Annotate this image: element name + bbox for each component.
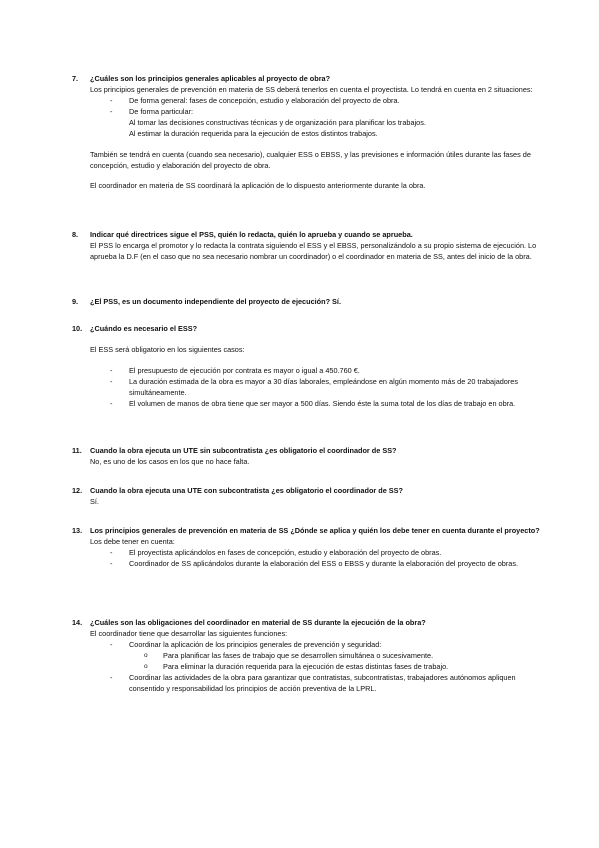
question-number: 14.: [72, 618, 83, 627]
question-text: Cuando la obra ejecuta un UTE sin subcontratista ¿es obligatorio el coordinador de SS?: [90, 446, 397, 455]
bullet-item: - Coordinador de SS aplicándolos durante la elaboración del ESS o EBSS y durante la elaboración del proyecto de obras.: [129, 558, 542, 569]
bullet-item: - La duración estimada de la obra es mayor a 30 días laborales, empleándose en algún momento más de 20 trabajadores simultáneamente.: [129, 376, 542, 398]
sub-item: Al tomar las decisiones constructivas técnicas y de organización para planificar los trabajos.: [129, 118, 426, 127]
bullet-list: [72, 672, 542, 694]
answer-intro: El coordinador tiene que desarrollar las siguientes funciones:: [90, 629, 288, 638]
question-text: Cuando la obra ejecuta una UTE con subcontratista ¿es obligatorio el coordinador de SS?: [90, 486, 404, 495]
bullet-list: [72, 639, 542, 650]
bullet-item: - El volumen de manos de obra tiene que ser mayor a 500 días. Siendo éste la suma total de los días de trabajo en obra.: [129, 398, 542, 409]
sub-bullet-list: [72, 650, 542, 672]
bullet-item: - Coordinar la aplicación de los principios generales de prevención y seguridad:: [129, 639, 542, 650]
answer-text: No, es uno de los casos en los que no hace falta.: [90, 457, 250, 466]
question-13-heading: [72, 525, 542, 536]
question-9: [72, 296, 542, 307]
question-14-heading: [72, 617, 542, 628]
question-9-heading: [72, 296, 542, 307]
question-8-heading: [72, 229, 542, 240]
answer-text: Sí.: [90, 497, 99, 506]
question-number: 12.: [72, 486, 83, 495]
question-7-heading: [72, 73, 542, 84]
bullet-item: - Coordinar las actividades de la obra para garantizar que contratistas, subcontratistas, trabajadores autónomos apliquen consentido y responsabilidad los principios de acción preventiva de la LPRL.: [129, 672, 542, 694]
question-10-heading: [72, 323, 542, 334]
sub-item: Al estimar la duración requerida para la ejecución de estos distintos trabajos.: [129, 129, 378, 138]
bullet-item: - El proyectista aplicándolos en fases de concepción, estudio y elaboración del proyecto de obras.: [129, 547, 542, 558]
question-number: 13.: [72, 526, 83, 535]
question-number: 9.: [72, 297, 79, 306]
question-text: Indicar qué directrices sigue el PSS, quién lo redacta, quién lo aprueba y cuando se aprueba.: [90, 230, 413, 239]
paragraph: También se tendrá en cuenta (cuando sea necesario), cualquier ESS o EBSS, y las previsiones e información útiles durante las fases de concepción, estudio y elaboración del proyecto de obra.: [90, 150, 531, 170]
question-14: [72, 617, 542, 694]
question-7: [72, 73, 542, 191]
question-number: 11.: [72, 446, 82, 455]
answer-text: El PSS lo encarga el promotor y lo redacta la contrata siguiendo el ESS y el EBSS, personalizándolo a su propio sistema de ejecución. Lo aprueba la D.F (en el caso que no sea necesario nombrar un coordinador) o el coordinador en materia de SS, antes del inicio de la obra.: [90, 241, 537, 261]
answer-intro: El ESS será obligatorio en los siguientes casos:: [90, 345, 245, 354]
question-number: 8.: [72, 230, 79, 239]
question-number: 10.: [72, 324, 83, 333]
question-10: [72, 323, 542, 409]
paragraph: El coordinador en materia de SS coordinará la aplicación de lo dispuesto anteriormente durante la obra.: [90, 181, 426, 190]
question-13: [72, 525, 542, 569]
question-12: [72, 485, 542, 507]
answer-intro: Los debe tener en cuenta:: [90, 537, 175, 546]
question-text: ¿El PSS, es un documento independiente del proyecto de ejecución? Sí.: [90, 297, 341, 306]
question-text: Los principios generales de prevención en materia de SS ¿Dónde se aplica y quién los debe tener en cuenta durante el proyecto?: [90, 526, 540, 535]
bullet-list: [72, 547, 542, 569]
bullet-item: - De forma general: fases de concepción, estudio y elaboración del proyecto de obra.: [129, 95, 542, 106]
question-11: [72, 445, 542, 467]
question-12-heading: [72, 485, 542, 496]
bullet-item: - De forma particular:: [129, 106, 542, 117]
sub-bullet-item: o Para planificar las fases de trabajo que se desarrollen simultánea o sucesivamente.: [163, 650, 542, 661]
question-11-heading: [72, 445, 542, 456]
question-text: ¿Cuáles son las obligaciones del coordinador en material de SS durante la ejecución de la obra?: [90, 618, 426, 627]
bullet-list: [72, 95, 542, 117]
sub-bullet-item: o Para eliminar la duración requerida para la ejecución de estas distintas fases de trabajo.: [163, 661, 542, 672]
question-text: ¿Cuáles son los principios generales aplicables al proyecto de obra?: [90, 74, 331, 83]
answer-intro: Los principios generales de prevención en materia de SS deberá tenerlos en cuenta el proyectista. Lo tendrá en cuenta en 2 situaciones:: [90, 85, 533, 94]
bullet-list: [72, 365, 542, 409]
question-number: 7.: [72, 74, 79, 83]
bullet-item: - El presupuesto de ejecución por contrata es mayor o igual a 450.760 €.: [129, 365, 542, 376]
question-text: ¿Cuándo es necesario el ESS?: [90, 324, 198, 333]
question-8: [72, 229, 542, 262]
